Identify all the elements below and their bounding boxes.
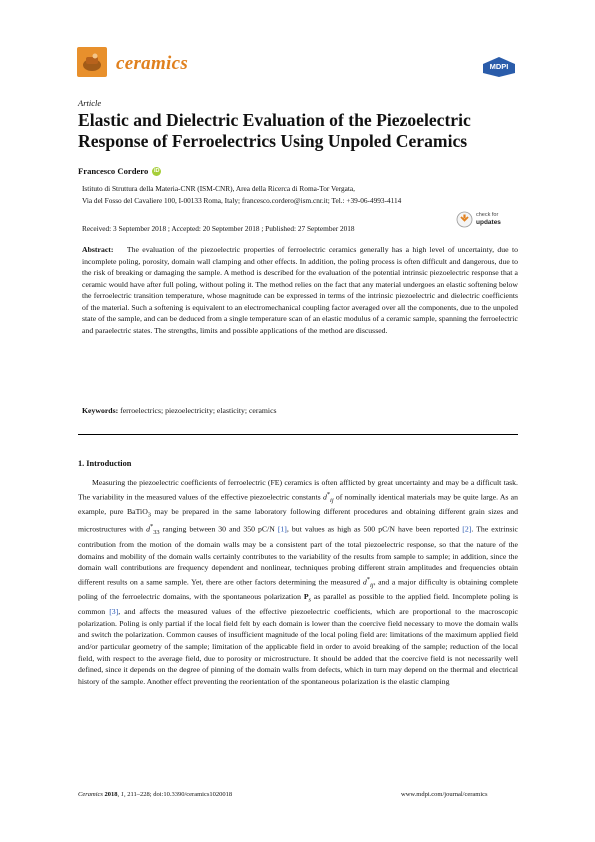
abstract-label: Abstract: (82, 245, 114, 254)
footer-citation: Ceramics 2018, 1, 211–228; doi:10.3390/ceramics1020018 (78, 791, 233, 798)
citation-link[interactable]: [2] (462, 524, 472, 534)
journal-logo-icon (77, 47, 107, 77)
journal-name: ceramics (116, 53, 189, 74)
check-updates-icon (456, 211, 473, 228)
check-updates-top: check for (476, 212, 499, 218)
publication-dates: Received: 3 September 2018 ; Accepted: 20 September 2018 ; Published: 27 September 2018 (82, 224, 355, 233)
footer-year: 2018 (104, 791, 118, 798)
body-text (78, 477, 518, 687)
abstract-text: The evaluation of the piezoelectric properties of ferroelectric ceramics generally has a high level of uncertainty, due to incomplete poling, porosity, domain wall clamping and other effects. In addition, the poling process is often difficult and dangerous, due to the risk of breaking or damaging the sample. A method is described for the evaluation of the potential intrinsic piezoelectric response that a ceramic would have after full poling, without poling it. The method relies on the fact that any material undergoes an elastic softening below the ferroelectric transition temperature, whose magnitude can be expressed in terms of the intrinsic piezoelectric and dielectric coefficients of the material. Such a softening is equivalent to an electromechanical coupling factor averaged over all the components, due to the unpoled state of the sample, and can be deduced from a single temperature scan of an elastic modulus of a ceramic sample, spanning the ferroelectric and paraelectric states. The strengths, limits and possible applications of the method are discussed. (82, 245, 519, 335)
check-updates-text (476, 212, 501, 227)
article-type: Article (78, 98, 102, 108)
check-for-updates-button[interactable] (456, 211, 501, 228)
footer-volume: 1 (120, 791, 125, 798)
check-updates-bottom: updates (476, 219, 501, 226)
author-name: Francesco Cordero (78, 166, 149, 176)
article-title: Elastic and Dielectric Evaluation of the Piezoelectric Response of Ferroelectrics Using Unpoled Ceramics (78, 110, 471, 151)
keywords (82, 406, 277, 415)
keywords-text: ferroelectrics; piezoelectricity; elasticity; ceramics (120, 406, 277, 415)
affiliation-line-1: Istituto di Struttura della Materia-CNR (ISM-CNR), Area della Ricerca di Roma-Tor Vergata, (82, 184, 355, 193)
citation-link[interactable]: [3] (109, 607, 119, 617)
intro-paragraph: Measuring the piezoelectric coefficients of ferroelectric (FE) ceramics is often afflicted by great uncertainty and may be a difficult task. The variability in the measured values of the effective piezoelectric constants $d^*_{ij}$ of nominally identical materials may be quite large. As an example, pure BaTiO$_3$ may be prepared in the same laboratory following different procedures and obtaining different grain sizes and microstructures with $d^*_{33}$ ranging between 30 and 350 pC/N [1], but values as high as 500 pC/N have been reported [2]. The extrinsic contribution from the motion of the domain walls may be a consistent part of the total piezoelectric response, so that the nature of the domains and mobility of the domain walls certainly contributes to the variability of the results from sample to sample; in addition, since the domain wall contributions are frequency dependent and nonlinear, techniques probing different strain amplitudes and frequencies obtain different results on a same sample. Yet, there are other factors determining the measured $d^*_{ij}$, and a major difficulty is obtaining complete poling of the ferroelectric domains, with the spontaneous polarization $P_s$ as parallel as possible to the applied field. Incomplete poling is common [3], and affects the measured values of the effective piezoelectric coefficients, which are proportional to the macroscopic polarization. Poling is only partial if the local field felt by each domain is lower than the coercive field necessary to move the domain walls and switch the polarization. Common causes of insufficient magnitude of the local poling field are: limitations of the maximum applied field and/or particular geometry of the sample; limitation of the applicable field in order to avoid breaking of the sample; reduction of the local field, with respect to the average field, due to porosity or microstructure. It should be added that the coercive field is not necessarily well defined, since it depends on the degree of pinning of the domain walls from defects, which in turn may depend on the thermal and electrical history of the sample. Another effect preventing the reorientation of the spontaneous polarization is the elastic clamping (78, 478, 519, 686)
footer-journal: Ceramics (78, 791, 103, 798)
citation-link[interactable]: [1] (277, 524, 287, 534)
section-divider (78, 434, 518, 435)
author (78, 166, 161, 176)
abstract (82, 244, 518, 336)
mdpi-logo-text: MDPI (489, 62, 509, 71)
mdpi-logo-icon (482, 57, 516, 77)
section-heading: 1. Introduction (78, 459, 132, 468)
orcid-icon[interactable]: iD (154, 167, 160, 174)
footer-doi: , 211–228; doi:10.3390/ceramics1020018 (124, 791, 233, 798)
keywords-label: Keywords: (82, 406, 119, 415)
footer-url[interactable]: www.mdpi.com/journal/ceramics (401, 791, 488, 798)
affiliation (82, 183, 502, 206)
affiliation-line-2: Via del Fosso del Cavaliere 100, I-00133 Roma, Italy; francesco.cordero@ism.cnr.it; Tel.: +39-06-4993-4114 (82, 195, 402, 205)
